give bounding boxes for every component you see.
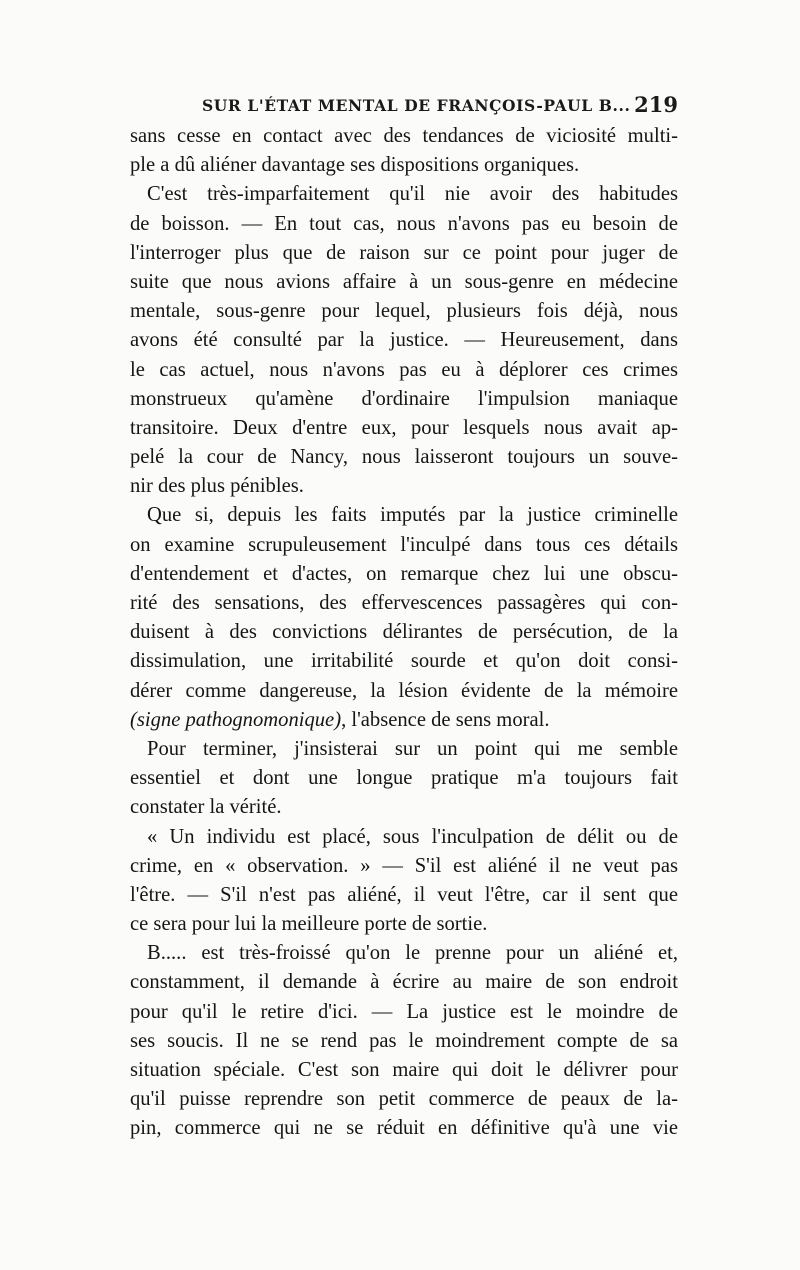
text-line: Que si, depuis les faits imputés par la justice criminelle <box>147 504 678 527</box>
text-line: d'entendement et d'actes, on remarque chez lui une obscu- <box>130 562 678 585</box>
text-line: « Un individu est placé, sous l'inculpation de délit ou de <box>147 825 678 848</box>
text-fragment: , l'absence de sens moral. <box>341 708 550 731</box>
paragraph <box>130 180 678 501</box>
text-line: nir des plus pénibles. <box>130 475 304 498</box>
text-line: Pour terminer, j'insisterai sur un point qui me semble <box>147 737 678 760</box>
text-line: l'interroger plus que de raison sur ce point pour juger de <box>130 241 678 264</box>
text-line: transitoire. Deux d'entre eux, pour lesquels nous avait ap- <box>130 416 678 439</box>
text-line: dissimulation, une irritabilité sourde et qu'on doit consi- <box>130 650 678 673</box>
paragraph <box>130 823 678 940</box>
text-line: mentale, sous-genre pour lequel, plusieurs fois déjà, nous <box>130 300 678 323</box>
page-header <box>130 92 678 120</box>
text-line: ce sera pour lui la meilleure porte de sortie. <box>130 913 488 936</box>
paragraph <box>130 939 678 1143</box>
text-line: sans cesse en contact avec des tendances de viciosité multi- <box>130 125 678 147</box>
text-line: pin, commerce qui ne se réduit en définitive qu'à une vie <box>130 1117 678 1140</box>
text-line: ses soucis. Il ne se rend pas le moindrement compte de sa <box>130 1029 678 1052</box>
text-line: avons été consulté par la justice. — Heureusement, dans <box>130 329 678 352</box>
text-line <box>130 706 678 735</box>
text-line: pelé la cour de Nancy, nous laisseront toujours un souve- <box>130 446 678 469</box>
text-line: constamment, il demande à écrire au maire de son endroit <box>130 971 678 994</box>
paragraph <box>130 501 678 735</box>
text-line: essentiel et dont une longue pratique m'a toujours fait <box>130 767 678 790</box>
text-line: B..... est très-froissé qu'on le prenne pour un aliéné et, <box>147 942 678 965</box>
running-head: SUR L'ÉTAT MENTAL DE FRANÇOIS-PAUL B... <box>202 96 631 115</box>
text-line: on examine scrupuleusement l'inculpé dans tous ces détails <box>130 533 678 556</box>
text-line: constater la vérité. <box>130 796 282 819</box>
text-line: dérer comme dangereuse, la lésion évidente de la mémoire <box>130 679 678 702</box>
text-line: de boisson. — En tout cas, nous n'avons pas eu besoin de <box>130 212 678 235</box>
text-line: le cas actuel, nous n'avons pas eu à déplorer ces crimes <box>130 358 678 381</box>
page-number: 219 <box>634 92 678 117</box>
text-line: monstrueux qu'amène d'ordinaire l'impulsion maniaque <box>130 387 678 410</box>
text-line: suite que nous avions affaire à un sous-genre en médecine <box>130 270 678 293</box>
italic-phrase: (signe pathognomonique) <box>130 708 342 731</box>
body-text <box>130 122 678 1144</box>
text-line: pour qu'il le retire d'ici. — La justice est le moindre de <box>130 1000 678 1023</box>
text-line: qu'il puisse reprendre son petit commerce de peaux de la- <box>130 1088 678 1111</box>
text-line: duisent à des convictions délirantes de persécution, de la <box>130 621 678 644</box>
text-line: rité des sensations, des effervescences passagères qui con- <box>130 592 678 614</box>
paragraph <box>130 122 678 180</box>
text-line: situation spéciale. C'est son maire qui doit le délivrer pour <box>130 1059 678 1081</box>
text-line: ple a dû aliéner davantage ses dispositions organiques. <box>130 154 580 177</box>
text-line: crime, en « observation. » — S'il est aliéné il ne veut pas <box>130 854 678 877</box>
text-line: C'est très-imparfaitement qu'il nie avoir des habitudes <box>147 183 678 206</box>
text-line: l'être. — S'il n'est pas aliéné, il veut l'être, car il sent que <box>130 883 678 906</box>
paragraph <box>130 735 678 823</box>
